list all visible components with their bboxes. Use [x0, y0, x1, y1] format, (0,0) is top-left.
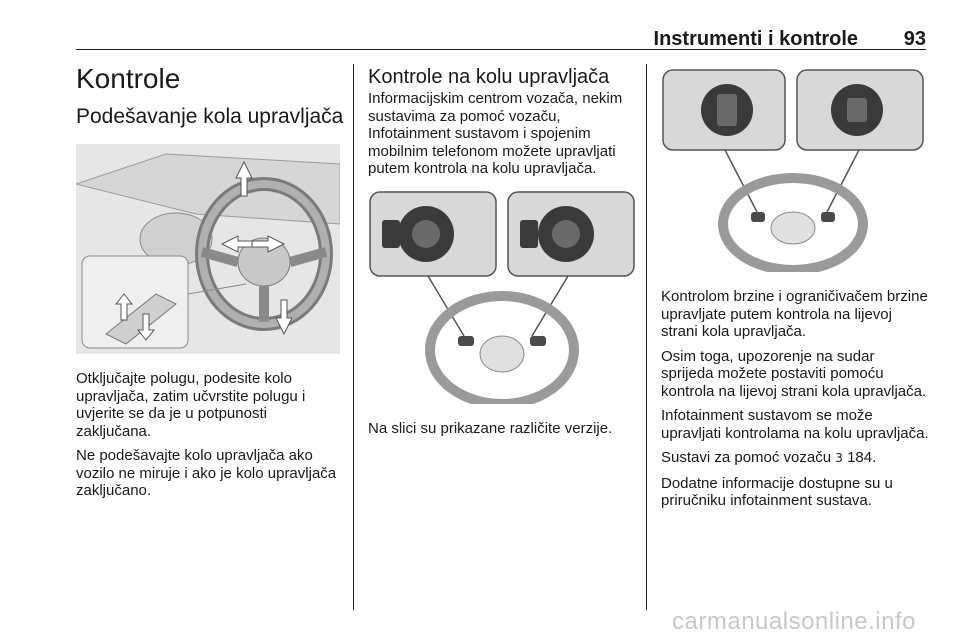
paragraph: Na slici su prikazane različite verzije.	[368, 419, 613, 437]
paragraph: Ne podešavajte kolo upravljača ako vozilo ne miruje i ako je kolo upravljača zaključano.	[76, 447, 337, 499]
paragraph: Osim toga, upozorenje na sudar sprijeda možete postaviti pomoću kontrola na lijevoj strani kola upravljača.	[661, 347, 927, 400]
subsection-title: Podešavanje kola upravljača	[76, 105, 344, 128]
steering-column-figure	[76, 144, 340, 354]
steering-adjust-illustration	[76, 144, 340, 354]
page-number: 93	[903, 28, 926, 50]
column-2	[368, 60, 638, 444]
paragraph: Otključajte polugu, podesite kolo upravljača, zatim učvrstite polugu i uvjerite se da je u potpunosti zaključana.	[76, 370, 306, 440]
page-reference[interactable]: 184.	[847, 449, 877, 466]
column-3	[661, 60, 929, 517]
paragraph: Dodatne informacije dostupne su u priručniku infotainment sustava.	[661, 474, 893, 509]
steering-controls-illustration	[368, 190, 636, 404]
column-divider	[646, 64, 647, 610]
paragraph: Infotainment sustavom se može upravljati kontrolama na kolu upravljača.	[661, 407, 929, 442]
paragraph-text: Sustavi za pomoć vozaču	[661, 449, 832, 466]
paragraph	[661, 449, 929, 468]
column-1	[76, 60, 344, 507]
page-header	[76, 26, 926, 50]
header-title: Instrumenti i kontrole	[653, 28, 858, 50]
section-title: Kontrole na kolu upravljača	[368, 66, 610, 88]
paragraph: Kontrolom brzine i ograničivačem brzine upravljate putem kontrola na lijevoj strani kola upravljača.	[661, 288, 928, 340]
steering-wheel-controls-figure	[368, 190, 636, 404]
steering-controls-alt-illustration	[661, 64, 925, 272]
steering-wheel-controls-alt-figure	[661, 64, 925, 272]
watermark: carmanualsonline.info	[672, 608, 916, 635]
page-reference-icon: 3	[835, 451, 843, 465]
section-title: Kontrole	[76, 63, 181, 94]
column-divider	[353, 64, 354, 610]
paragraph: Informacijskim centrom vozača, nekim sustavima za pomoć vozaču, Infotainment sustavom i spojenim mobilnim telefonom možete upravljati putem kontrola na kolu upravljača.	[368, 90, 623, 177]
